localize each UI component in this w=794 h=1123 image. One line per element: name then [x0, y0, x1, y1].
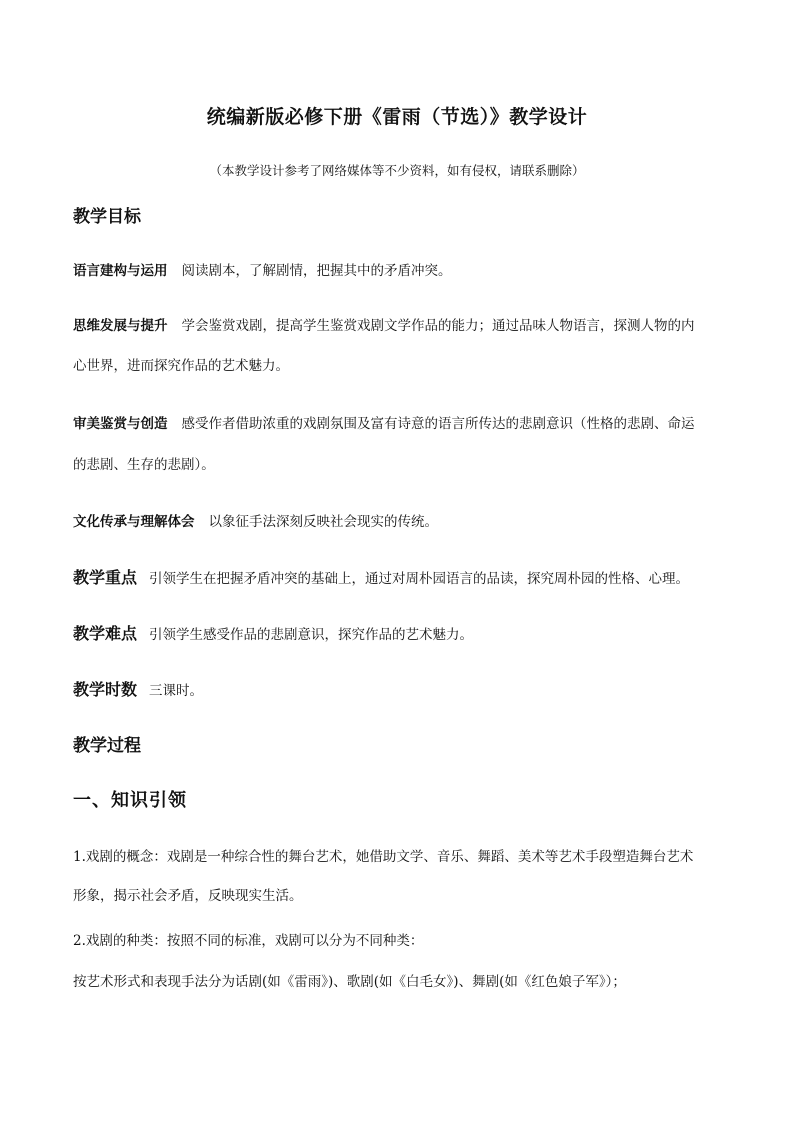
objectives-heading: 教学目标	[73, 207, 141, 227]
objective-item	[73, 512, 438, 532]
objective-text: 阅读剧本，了解剧情，把握其中的矛盾冲突。	[181, 263, 452, 279]
objective-label: 文化传承与理解体会	[73, 514, 195, 530]
objective-text: 以象征手法深刻反映社会现实的传统。	[208, 514, 438, 530]
objective-text-continued: 心世界，进而探究作品的艺术魅力。	[73, 358, 289, 374]
document-title: 统编新版必修下册《雷雨（节选）》教学设计	[206, 106, 588, 128]
objective-label: 审美鉴赏与创造	[73, 416, 168, 432]
key-points-text: 引领学生在把握矛盾冲突的基础上，通过对周朴园语言的品读，探究周朴园的性格、心理。	[149, 571, 690, 587]
section-heading: 一、知识引领	[73, 790, 187, 811]
document-subtitle: （本教学设计参考了网络媒体等不少资料，如有侵权，请联系删除）	[209, 163, 585, 178]
objective-label: 语言建构与运用	[73, 263, 168, 279]
difficulties-text: 引领学生感受作品的悲剧意识，探究作品的艺术魅力。	[149, 627, 474, 643]
difficulties	[73, 624, 473, 645]
objective-item	[73, 261, 452, 281]
paragraph: 按艺术形式和表现手法分为话剧(如《雷雨》)、歌剧(如《白毛女》)、舞剧(如《红色娘子军》）；	[73, 974, 626, 990]
difficulties-label: 教学难点	[73, 624, 138, 643]
objective-label: 思维发展与提升	[73, 318, 168, 334]
duration	[73, 680, 203, 701]
objective-item	[73, 316, 695, 336]
paragraph: 1.戏剧的概念：戏剧是一种综合性的舞台艺术，她借助文学、音乐、舞蹈、美术等艺术手段塑造舞台艺术	[73, 849, 694, 865]
paragraph: 2.戏剧的种类：按照不同的标准，戏剧可以分为不同种类：	[73, 933, 424, 949]
key-points-label: 教学重点	[73, 568, 138, 587]
objective-text-continued: 的悲剧、生存的悲剧）。	[73, 457, 215, 473]
paragraph-continued: 形象，揭示社会矛盾，反映现实生活。	[73, 888, 303, 904]
objective-item	[73, 414, 695, 434]
objective-text: 学会鉴赏戏剧，提高学生鉴赏戏剧文学作品的能力；通过品味人物语言，探测人物的内	[181, 318, 695, 334]
objective-text: 感受作者借助浓重的戏剧氛围及富有诗意的语言所传达的悲剧意识（性格的悲剧、命运	[181, 416, 695, 432]
duration-label: 教学时数	[73, 680, 138, 699]
key-points	[73, 568, 689, 589]
process-heading: 教学过程	[73, 736, 141, 756]
duration-text: 三课时。	[149, 683, 204, 699]
